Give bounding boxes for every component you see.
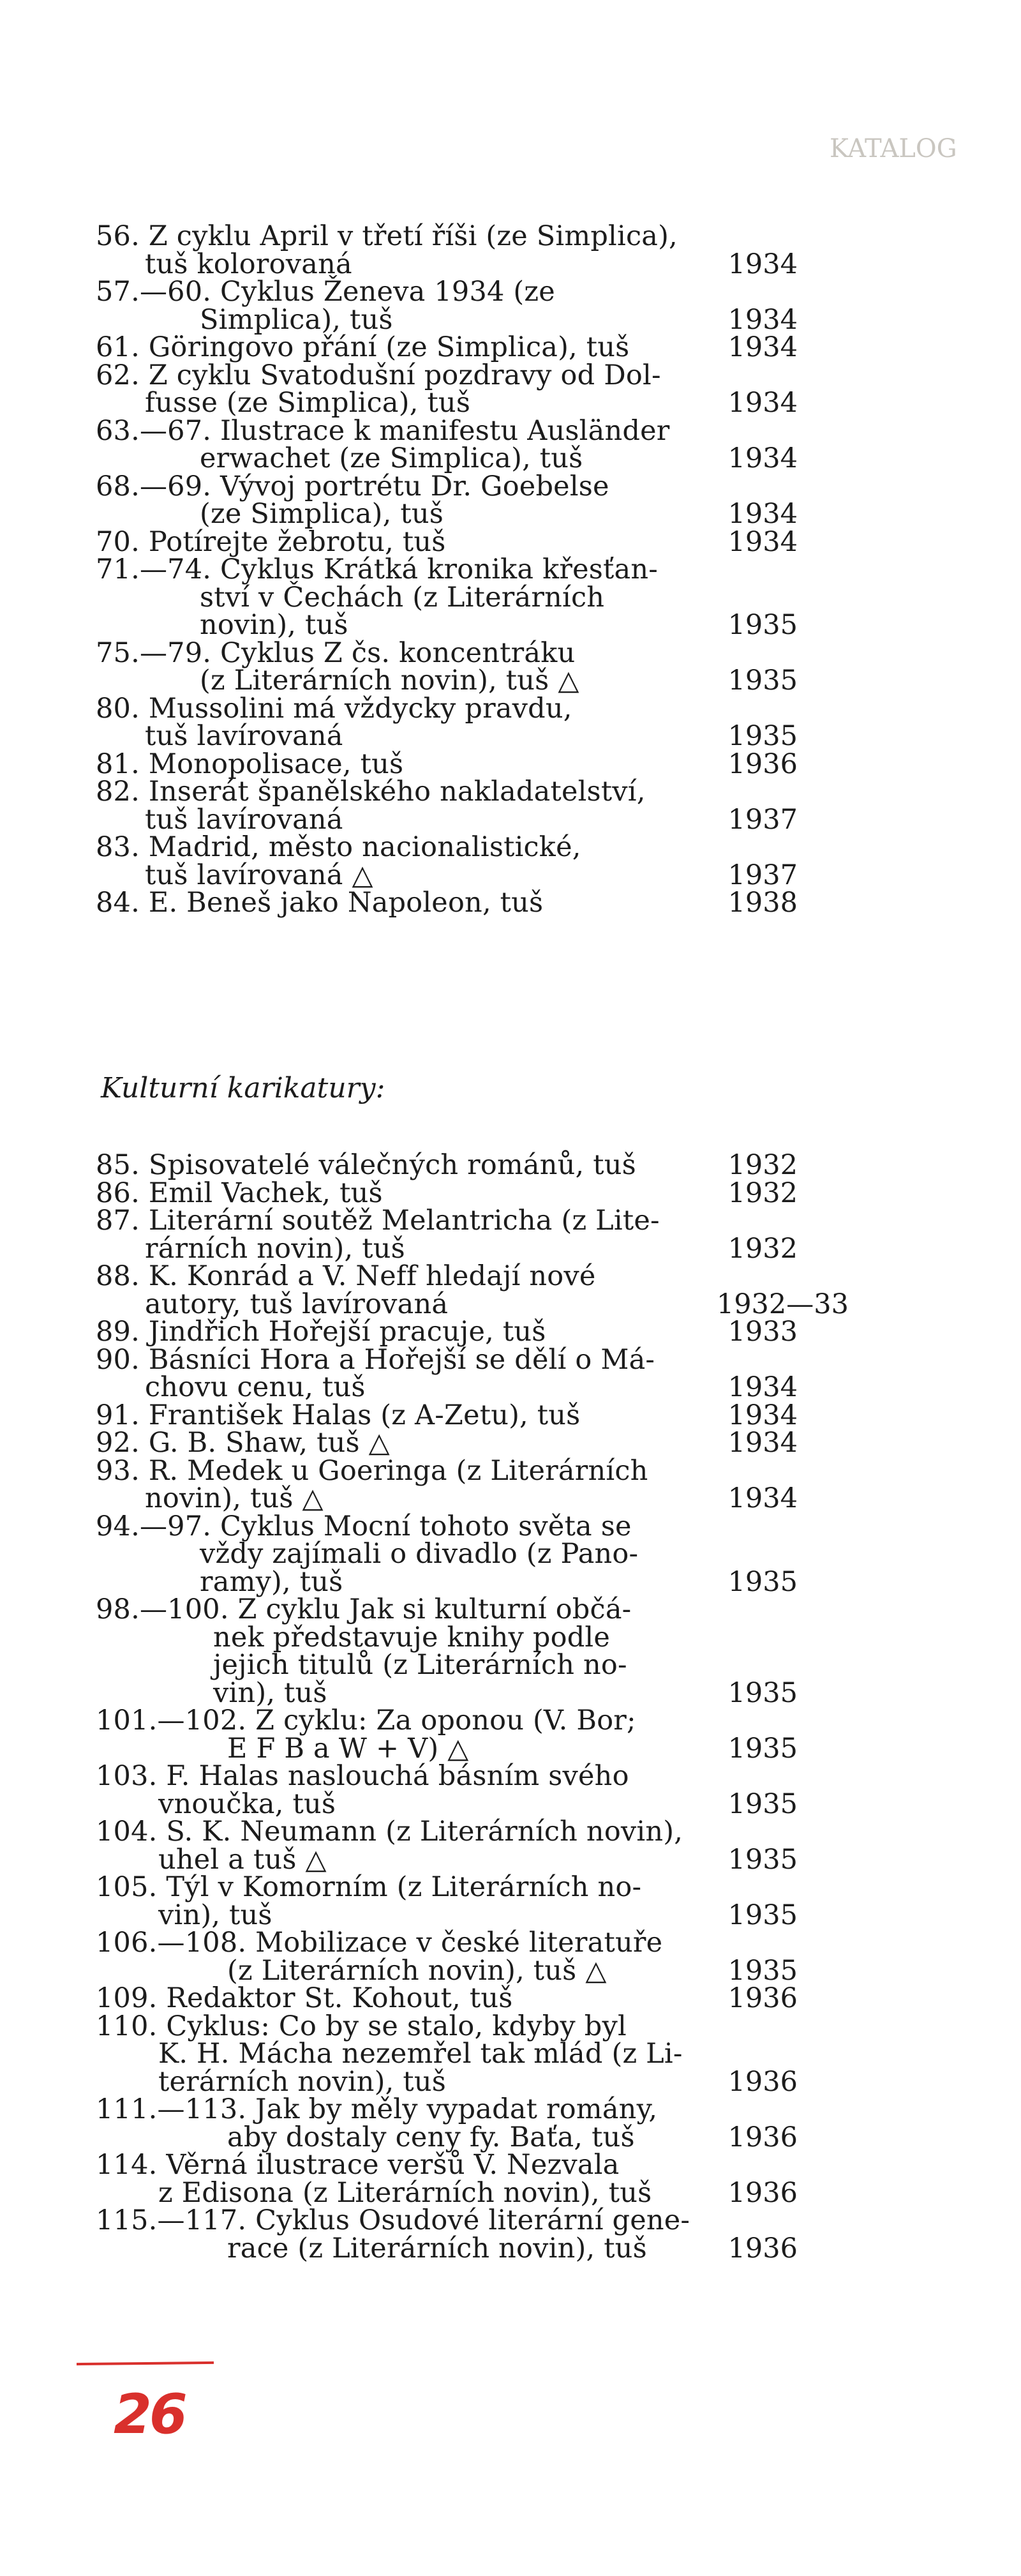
entry-continuation: vždy zajímali o divadlo (z Pano- [200, 1538, 639, 1570]
entry-year: 1936 [727, 2232, 798, 2264]
entry-title: 86. Emil Vachek, tuš [96, 1177, 383, 1209]
entry-continuation: aby dostaly ceny fy. Baťa, tuš [227, 2121, 635, 2153]
entry-year: 1934 [727, 387, 798, 419]
entry-year: 1934 [727, 442, 798, 474]
entry-year: 1935 [727, 609, 798, 641]
entry-title: 80. Mussolini má vždycky pravdu, [96, 692, 572, 725]
entry-year: 1934 [727, 498, 798, 530]
entry-continuation: tuš lavírovaná [145, 720, 343, 752]
entry-title: 57.—60. Cyklus Ženeva 1934 (ze [96, 276, 555, 308]
entry-title: 115.—117. Cyklus Osudové literární gene- [96, 2204, 690, 2236]
entry-year: 1934 [727, 248, 798, 280]
entry-continuation: tuš lavírovaná [145, 803, 343, 836]
entry-year: 1935 [727, 1565, 798, 1598]
entry-continuation: nek představuje knihy podle [213, 1621, 611, 1653]
entry-year: 1935 [727, 1676, 798, 1709]
entry-year: 1934 [727, 1399, 798, 1431]
entry-continuation: rárních novin), tuš [145, 1232, 405, 1265]
entry-title: 114. Věrná ilustrace veršů V. Nezvala [96, 2149, 620, 2181]
entry-title: 90. Básníci Hora a Hořejší se dělí o Má- [96, 1343, 655, 1376]
entry-title: 105. Týl v Komorním (z Literárních no- [96, 1871, 642, 1903]
entry-title: 110. Cyklus: Co by se stalo, kdyby byl [96, 2010, 627, 2042]
entry-continuation: E F B a W + V) △ [227, 1732, 469, 1765]
entry-title: 104. S. K. Neumann (z Literárních novin), [96, 1816, 683, 1848]
entry-year: 1934 [727, 525, 798, 558]
entry-year: 1932 [727, 1177, 798, 1209]
entry-year: 1934 [727, 1427, 798, 1459]
entry-year: 1934 [727, 1371, 798, 1403]
entry-continuation: tuš kolorovaná [145, 248, 352, 280]
entry-continuation: jejich titulů (z Literárních no- [213, 1649, 627, 1681]
entry-year: 1935 [727, 1954, 798, 1987]
entry-continuation: Simplica), tuš [200, 303, 393, 336]
entry-title: 92. G. B. Shaw, tuš △ [96, 1427, 390, 1459]
entry-continuation: novin), tuš △ [145, 1482, 324, 1514]
entry-continuation: terárních novin), tuš [158, 2065, 447, 2098]
entry-year: 1937 [727, 859, 798, 891]
entry-title: 81. Monopolisace, tuš [96, 748, 404, 780]
entry-continuation: (z Literárních novin), tuš △ [200, 665, 579, 697]
entry-continuation: chovu cenu, tuš [145, 1371, 366, 1403]
entry-year: 1936 [727, 2065, 798, 2098]
entry-continuation: novin), tuš [200, 609, 348, 641]
entry-title: 83. Madrid, město nacionalistické, [96, 831, 581, 863]
entry-continuation: ství v Čechách (z Literárních [200, 581, 605, 614]
entry-continuation: vin), tuš [213, 1676, 327, 1709]
entry-title: 101.—102. Z cyklu: Za oponou (V. Bor; [96, 1705, 636, 1736]
entry-title: 82. Inserát španělského nakladatelství, [96, 776, 646, 808]
entry-year: 1932 [727, 1232, 798, 1265]
section-heading: Kulturní karikatury: [101, 1072, 385, 1104]
entry-title: 111.—113. Jak by měly vypadat romány, [96, 2093, 658, 2125]
entry-title: 75.—79. Cyklus Z čs. koncentráku [96, 636, 576, 669]
bleed-through-text: KATALOG [830, 134, 957, 163]
entry-continuation: K. H. Mácha nezemřel tak mlád (z Li- [158, 2038, 683, 2070]
entry-continuation: (z Literárních novin), tuš △ [227, 1954, 607, 1987]
entry-year: 1936 [727, 748, 798, 780]
entry-year: 1935 [727, 665, 798, 697]
entry-continuation: fusse (ze Simplica), tuš [145, 387, 471, 419]
entry-title: 98.—100. Z cyklu Jak si kulturní občá- [96, 1593, 632, 1625]
entry-year: 1934 [727, 331, 798, 363]
entry-title: 109. Redaktor St. Kohout, tuš [96, 1982, 513, 2014]
entry-continuation: z Edisona (z Literárních novin), tuš [158, 2176, 652, 2209]
entry-year: 1935 [727, 1843, 798, 1876]
entry-year: 1934 [727, 1482, 798, 1514]
entry-title: 84. E. Beneš jako Napoleon, tuš [96, 887, 544, 919]
entry-year: 1932 [727, 1149, 798, 1181]
entry-continuation: uhel a tuš △ [158, 1843, 327, 1876]
entry-year: 1934 [727, 303, 798, 336]
entry-title: 61. Göringovo přání (ze Simplica), tuš [96, 331, 630, 363]
entry-title: 70. Potírejte žebrotu, tuš [96, 525, 446, 558]
entry-title: 91. František Halas (z A-Zetu), tuš [96, 1399, 581, 1431]
entry-year: 1936 [727, 2176, 798, 2209]
entry-title: 71.—74. Cyklus Krátká kronika křesťan- [96, 554, 658, 585]
entry-title: 56. Z cyklu April v třetí říši (ze Simplica), [96, 220, 678, 252]
entry-continuation: vnoučka, tuš [158, 1788, 336, 1820]
entry-continuation: tuš lavírovaná △ [145, 859, 373, 891]
entry-title: 87. Literární soutěž Melantricha (z Lite- [96, 1205, 660, 1237]
entry-continuation: (ze Simplica), tuš [200, 498, 444, 530]
entry-continuation: autory, tuš lavírovaná [145, 1288, 449, 1320]
red-strike-mark [77, 2361, 214, 2365]
entry-continuation: vin), tuš [158, 1899, 272, 1931]
entry-continuation: erwachet (ze Simplica), tuš [200, 442, 583, 474]
entry-title: 103. F. Halas naslouchá básním svého [96, 1760, 629, 1792]
entry-title: 94.—97. Cyklus Mocní tohoto světa se [96, 1510, 632, 1542]
entry-title: 106.—108. Mobilizace v české literatuře [96, 1927, 663, 1959]
entry-title: 89. Jindřich Hořejší pracuje, tuš [96, 1316, 546, 1348]
entry-year: 1933 [727, 1316, 798, 1348]
entry-title: 68.—69. Vývoj portrétu Dr. Goebelse [96, 470, 609, 502]
handwritten-page-number: 26 [114, 2383, 185, 2446]
entry-title: 62. Z cyklu Svatodušní pozdravy od Dol- [96, 359, 661, 391]
entry-year: 1936 [727, 2121, 798, 2153]
entry-title: 85. Spisovatelé válečných románů, tuš [96, 1149, 636, 1181]
entry-year: 1935 [727, 1899, 798, 1931]
entry-year: 1935 [727, 1788, 798, 1820]
entry-continuation: race (z Literárních novin), tuš [227, 2232, 647, 2264]
entry-year: 1937 [727, 803, 798, 836]
entry-title: 88. K. Konrád a V. Neff hledají nové [96, 1260, 596, 1292]
entry-year: 1938 [727, 887, 798, 919]
entry-year: 1936 [727, 1982, 798, 2014]
entry-year: 1935 [727, 720, 798, 752]
entry-continuation: ramy), tuš [200, 1565, 343, 1598]
entry-year: 1932—33 [716, 1288, 849, 1320]
entry-year: 1935 [727, 1732, 798, 1765]
entry-title: 93. R. Medek u Goeringa (z Literárních [96, 1454, 648, 1487]
entry-title: 63.—67. Ilustrace k manifestu Ausländer [96, 414, 670, 447]
